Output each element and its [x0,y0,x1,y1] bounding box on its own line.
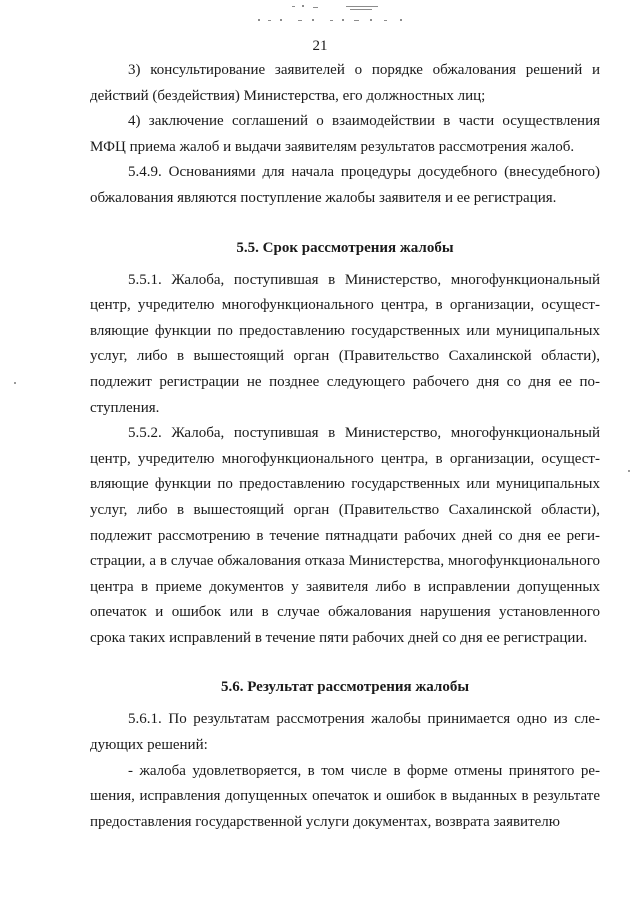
paragraph-5-6-1: 5.6.1. По результатам рассмотрения жалобы принимается одно из следующих решений: [90,711,600,754]
section-heading-5-6: 5.6. Результат рассмотрения жалобы [220,679,470,696]
document-body [90,58,600,835]
scan-mark-left [14,382,16,384]
scan-mark-right [628,470,630,472]
paragraph-complaint-satisfied: - жалоба удовлетворяется, в том числе в форме отмены принятого решения, исправления допущенных опечаток и ошибок в выданных в результате предоставления государственной услуги документах, возврата заявителю [90,762,600,830]
paragraph-5-5-2: 5.5.2. Жалоба, поступившая в Министерство, многофункциональный центр, учредителю многофункционального центра, в организации, осуществляющие функции по предоставлению государственных или муниципальных услуг, либо в вышестоящий орган (Правительство Сахалинской области), подлежит рассмотрению в течение пятнадцати рабочих дней со дня ее регистрации, а в случае обжалования отказа Министерства, многофункционального центра в приеме документов у заявителя либо в исправлении допущенных опечаток и ошибок или в случае обжалования нарушения установленного срока таких исправлений в течение пяти рабочих дней со дня ее регистрации. [90,425,600,646]
paragraph-5-4-9: 5.4.9. Основаниями для начала процедуры досудебного (внесудебного) обжалования являются поступление жалобы заявителя и ее регистрация. [90,164,600,206]
page-number: 21 [312,38,328,54]
scan-artifact-header [250,4,420,26]
paragraph-item-3: 3) консультирование заявителей о порядке обжалования решений и действий (бездействия) Министерства, его должностных лиц; [90,62,600,104]
paragraph-5-5-1: 5.5.1. Жалоба, поступившая в Министерство, многофункциональный центр, учредителю многофункционального центра, в организации, осуществляющие функции по предоставлению государственных или муниципальных услуг, либо в вышестоящий орган (Правительство Сахалинской области), подлежит регистрации не позднее следующего рабочего дня со дня ее поступления. [90,271,600,416]
section-heading-5-5: 5.5. Срок рассмотрения жалобы [236,239,454,256]
paragraph-item-4: 4) заключение соглашений о взаимодействии в части осуществления МФЦ приема жалоб и выдачи заявителям результатов рассмотрения жалоб. [90,113,600,155]
